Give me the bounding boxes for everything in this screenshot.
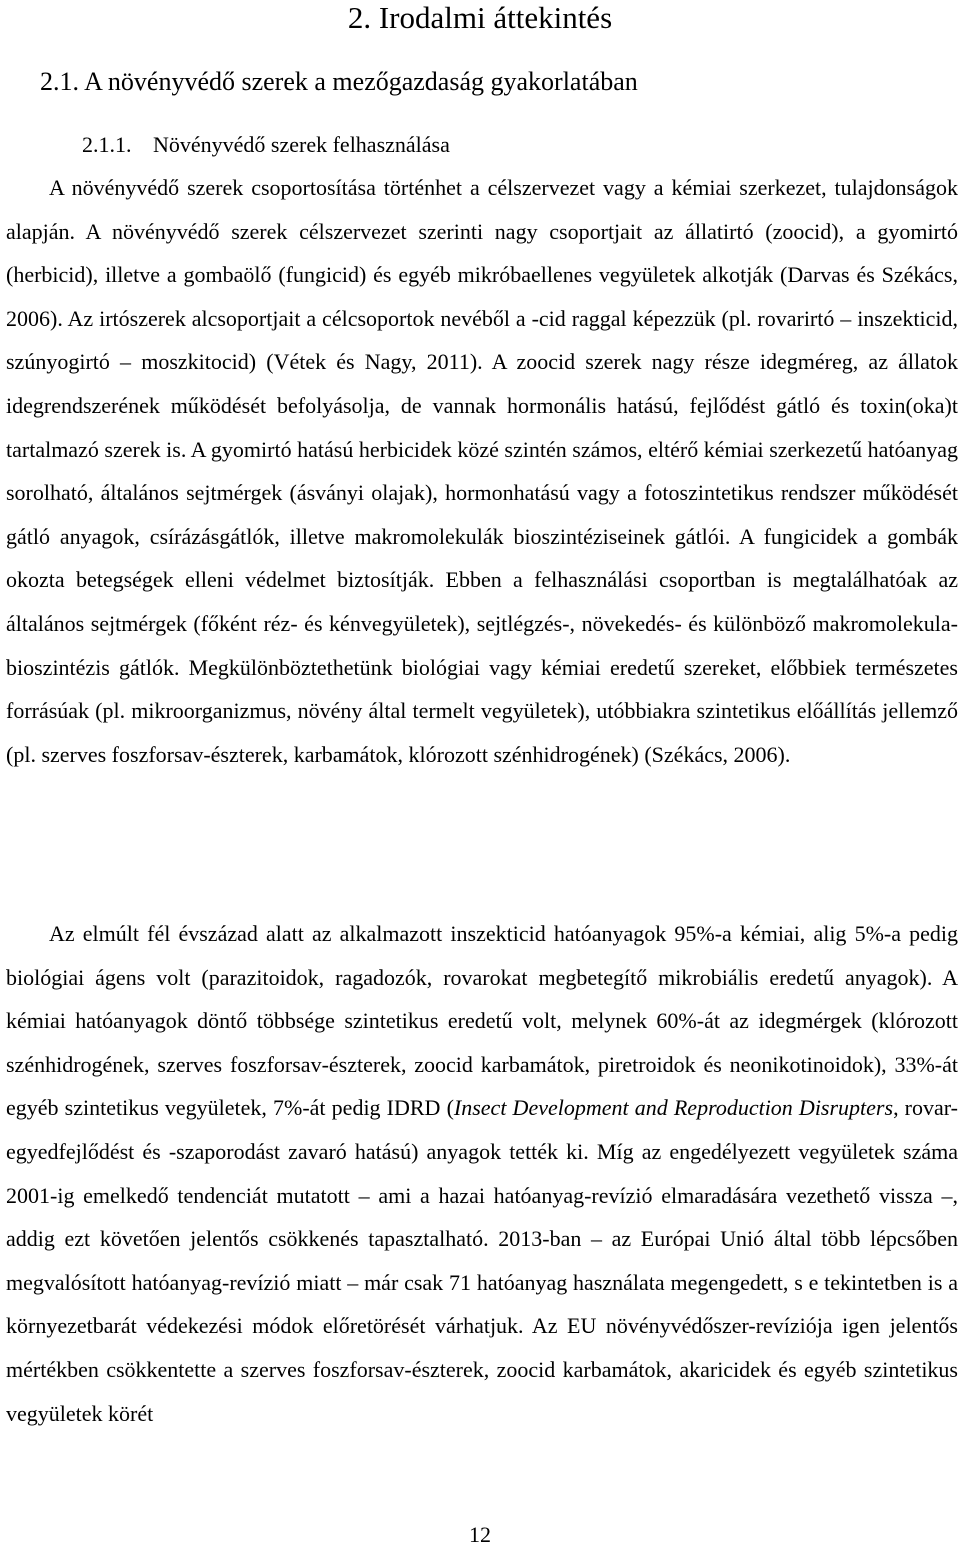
page-number: 12: [469, 1522, 491, 1547]
subsection-title: Növényvédő szerek felhasználása: [153, 132, 450, 157]
paragraph-classification: A növényvédő szerek csoportosítása történhet a célszervezet vagy a kémiai szerkezet, tulajdonságok alapján. A növényvédő szerek célszervezet szerinti nagy csoportjait az állatirtó (zoocid), a gyomirtó (herbicid), illetve a gombaölő (fungicid) és egyéb mikróbaellenes vegyületek alkotják (Darvas és Székács, 2006). Az irtószerek alcsoportjait a célcsoportok nevéből a -cid raggal képezzük (pl. rovarirtó – inszekticid, szúnyogirtó – moszkitocid) (Vétek és Nagy, 2011). A zoocid szerek nagy része idegméreg, az állatok idegrendszerének működését befolyásolja, de vannak hormonális hatású, fejlődést gátló és toxin(oka)t tartalmazó szerek is. A gyomirtó hatású herbicidek közé szintén számos, eltérő kémiai szerkezetű hatóanyag sorolható, általános sejtmérgek (ásványi olajak), hormonhatású vagy a fotoszintetikus rendszer működését gátló anyagok, csírázásgátlók, illetve makromolekulák bioszintéziseinek gátlói. A fungicidek a gombák okozta betegségek elleni védelmet biztosítják. Ebben a felhasználási csoportban is megtalálhatóak az általános sejtmérgek (főként réz- és kénvegyületek), sejtlégzés-, növekedés- és különböző makromolekula-bioszintézis gátlók. Megkülönböztethetünk biológiai vagy kémiai eredetű szereket, előbbiek természetes forrásúak (pl. mikroorganizmus, növény által termelt vegyületek), utóbbiakra szintetikus előállítás jellemző (pl. szerves foszforsav-észterek, karbamátok, klórozott szénhidrogének) (Székács, 2006).: [6, 175, 958, 767]
section-title: 2.1. A növényvédő szerek a mezőgazdaság gyakorlatában: [40, 67, 638, 96]
paragraph-insecticide-history: [6, 912, 958, 1435]
subsection-number: 2.1.1.: [82, 132, 132, 157]
paragraph-text-before-italic: Az elmúlt fél évszázad alatt az alkalmazott inszekticid hatóanyagok 95%-a kémiai, alig 5%-a pedig biológiai ágens volt (parazitoidok, ragadozók, rovarokat megbetegítő mikrobiális eredetű anyagok). A kémiai hatóanyagok döntő többsége szintetikus eredetű volt, melynek 60%-át az idegmérgek (klórozott szénhidrogének, szerves foszforsav-észterek, zoocid karbamátok, piretroidok és neonikotinoidok), 33%-át egyéb szintetikus vegyületek, 7%-át pedig IDRD (: [6, 921, 958, 1121]
subsection-heading: [82, 130, 450, 160]
chapter-title: 2. Irodalmi áttekintés: [347, 0, 613, 35]
paragraph-text-after-italic: , rovar-egyedfejlődést és -szaporodást zavaró hatású) anyagok tették ki. Míg az engedélyezett vegyületek száma 2001-ig emelkedő tendenciát mutatott – ami a hazai hatóanyag-revízió elmaradására vezethető vissza –, addig ezt követően jelentős csökkenés tapasztalható. 2013-ban – az Európai Unió által több lépcsőben megvalósított hatóanyag-revízió miatt – már csak 71 hatóanyag használata megengedett, s e tekintetben is a környezetbarát védekezési módok előretörését várhatjuk. Az EU növényvédőszer-revíziója igen jelentős mértékben csökkentette a szerves foszforsav-észterek, zoocid karbamátok, akaricidek és egyéb szintetikus vegyületek körét: [6, 1095, 958, 1426]
paragraph-italic-term: Insect Development and Reproduction Disrupters: [453, 1095, 894, 1121]
